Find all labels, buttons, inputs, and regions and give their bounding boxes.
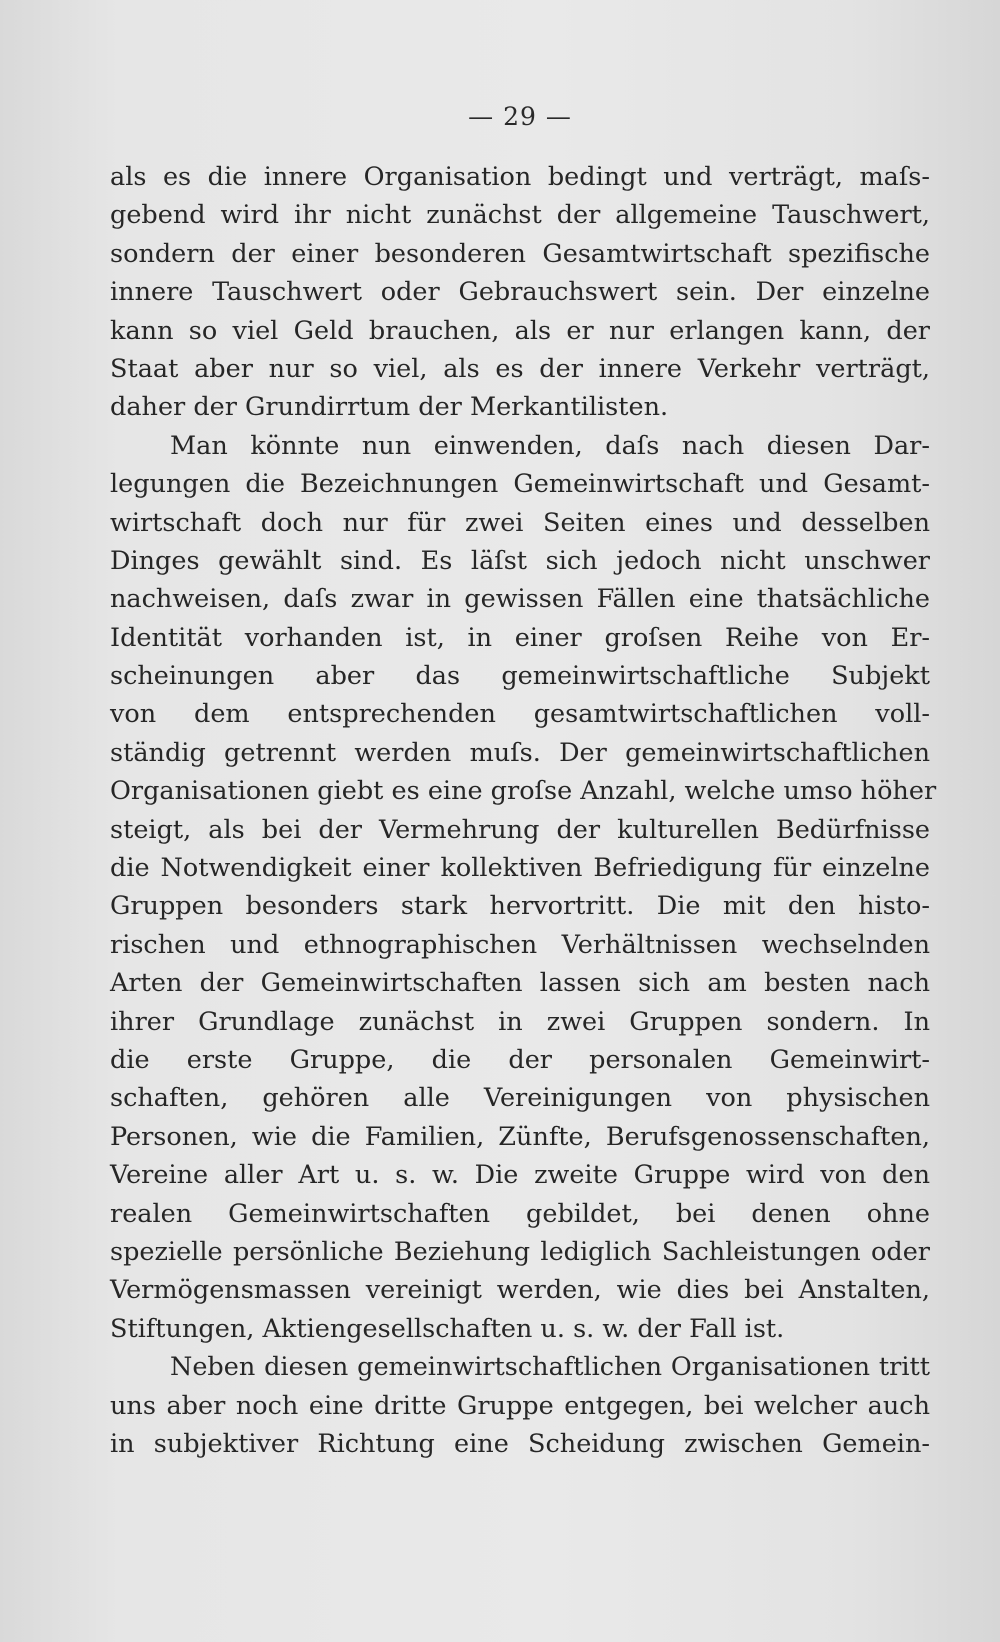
text-line: Vermögensmassen vereinigt werden, wie dies bei Anstalten, bbox=[110, 1275, 930, 1306]
text-line: Staat aber nur so viel, als es der innere Verkehr verträgt, bbox=[110, 353, 930, 384]
text-line: Dinges gewählt sind. Es läſst sich jedoch nicht unschwer bbox=[110, 545, 930, 576]
text-line: legungen die Bezeichnungen Gemeinwirtschaft und Gesamt- bbox=[110, 469, 930, 500]
text-line: spezielle persönliche Beziehung lediglich Sachleistungen oder bbox=[110, 1236, 930, 1267]
text-line: ständig getrennt werden muſs. Der gemeinwirtschaftlichen bbox=[110, 737, 930, 768]
body-text bbox=[110, 158, 937, 1463]
text-line: Identität vorhanden ist, in einer groſsen Reihe von Er- bbox=[110, 622, 930, 653]
page-number: — 29 — bbox=[468, 102, 572, 131]
text-line: Neben diesen gemeinwirtschaftlichen Organisationen tritt bbox=[170, 1352, 930, 1383]
text-line: scheinungen aber das gemeinwirtschaftliche Subjekt bbox=[110, 661, 930, 692]
text-line: gebend wird ihr nicht zunächst der allgemeine Tauschwert, bbox=[110, 200, 930, 231]
text-line: nachweisen, daſs zwar in gewissen Fällen eine thatsächliche bbox=[110, 584, 930, 615]
text-line: Personen, wie die Familien, Zünfte, Berufsgenossenschaften, bbox=[110, 1121, 930, 1152]
text-line: realen Gemeinwirtschaften gebildet, bei denen ohne bbox=[110, 1198, 930, 1229]
text-line: Organisationen giebt es eine groſse Anzahl, welche umso höher bbox=[110, 776, 937, 807]
text-line: als es die innere Organisation bedingt und verträgt, maſs- bbox=[110, 162, 930, 192]
text-line: kann so viel Geld brauchen, als er nur erlangen kann, der bbox=[110, 315, 930, 346]
text-line: in subjektiver Richtung eine Scheidung zwischen Gemein- bbox=[110, 1428, 930, 1459]
text-line: ihrer Grundlage zunächst in zwei Gruppen sondern. In bbox=[110, 1006, 930, 1037]
text-line: Gruppen besonders stark hervortritt. Die mit den histo- bbox=[110, 891, 930, 922]
text-line: Vereine aller Art u. s. w. Die zweite Gruppe wird von den bbox=[110, 1160, 930, 1191]
text-line: steigt, als bei der Vermehrung der kulturellen Bedürfnisse bbox=[110, 814, 930, 845]
text-line: Man könnte nun einwenden, daſs nach diesen Dar- bbox=[170, 430, 930, 461]
text-line: uns aber noch eine dritte Gruppe entgegen, bei welcher auch bbox=[110, 1390, 930, 1421]
text-line: Stiftungen, Aktiengesellschaften u. s. w. der Fall ist. bbox=[110, 1313, 785, 1344]
text-line: die erste Gruppe, die der personalen Gemeinwirt- bbox=[110, 1044, 930, 1075]
text-line: von dem entsprechenden gesamtwirtschaftlichen voll- bbox=[110, 699, 930, 730]
text-line: innere Tauschwert oder Gebrauchswert sein. Der einzelne bbox=[110, 277, 930, 308]
text-line: sondern der einer besonderen Gesamtwirtschaft spezifische bbox=[110, 238, 930, 269]
text-line: daher der Grundirrtum der Merkantilisten. bbox=[110, 392, 669, 423]
text-line: die Notwendigkeit einer kollektiven Befriedigung für einzelne bbox=[110, 853, 930, 884]
text-line: Arten der Gemeinwirtschaften lassen sich am besten nach bbox=[110, 968, 930, 999]
text-line: wirtschaft doch nur für zwei Seiten eines und desselben bbox=[110, 507, 930, 538]
text-line: rischen und ethnographischen Verhältnissen wechselnden bbox=[110, 929, 930, 960]
text-line: schaften, gehören alle Vereinigungen von physischen bbox=[110, 1083, 930, 1114]
